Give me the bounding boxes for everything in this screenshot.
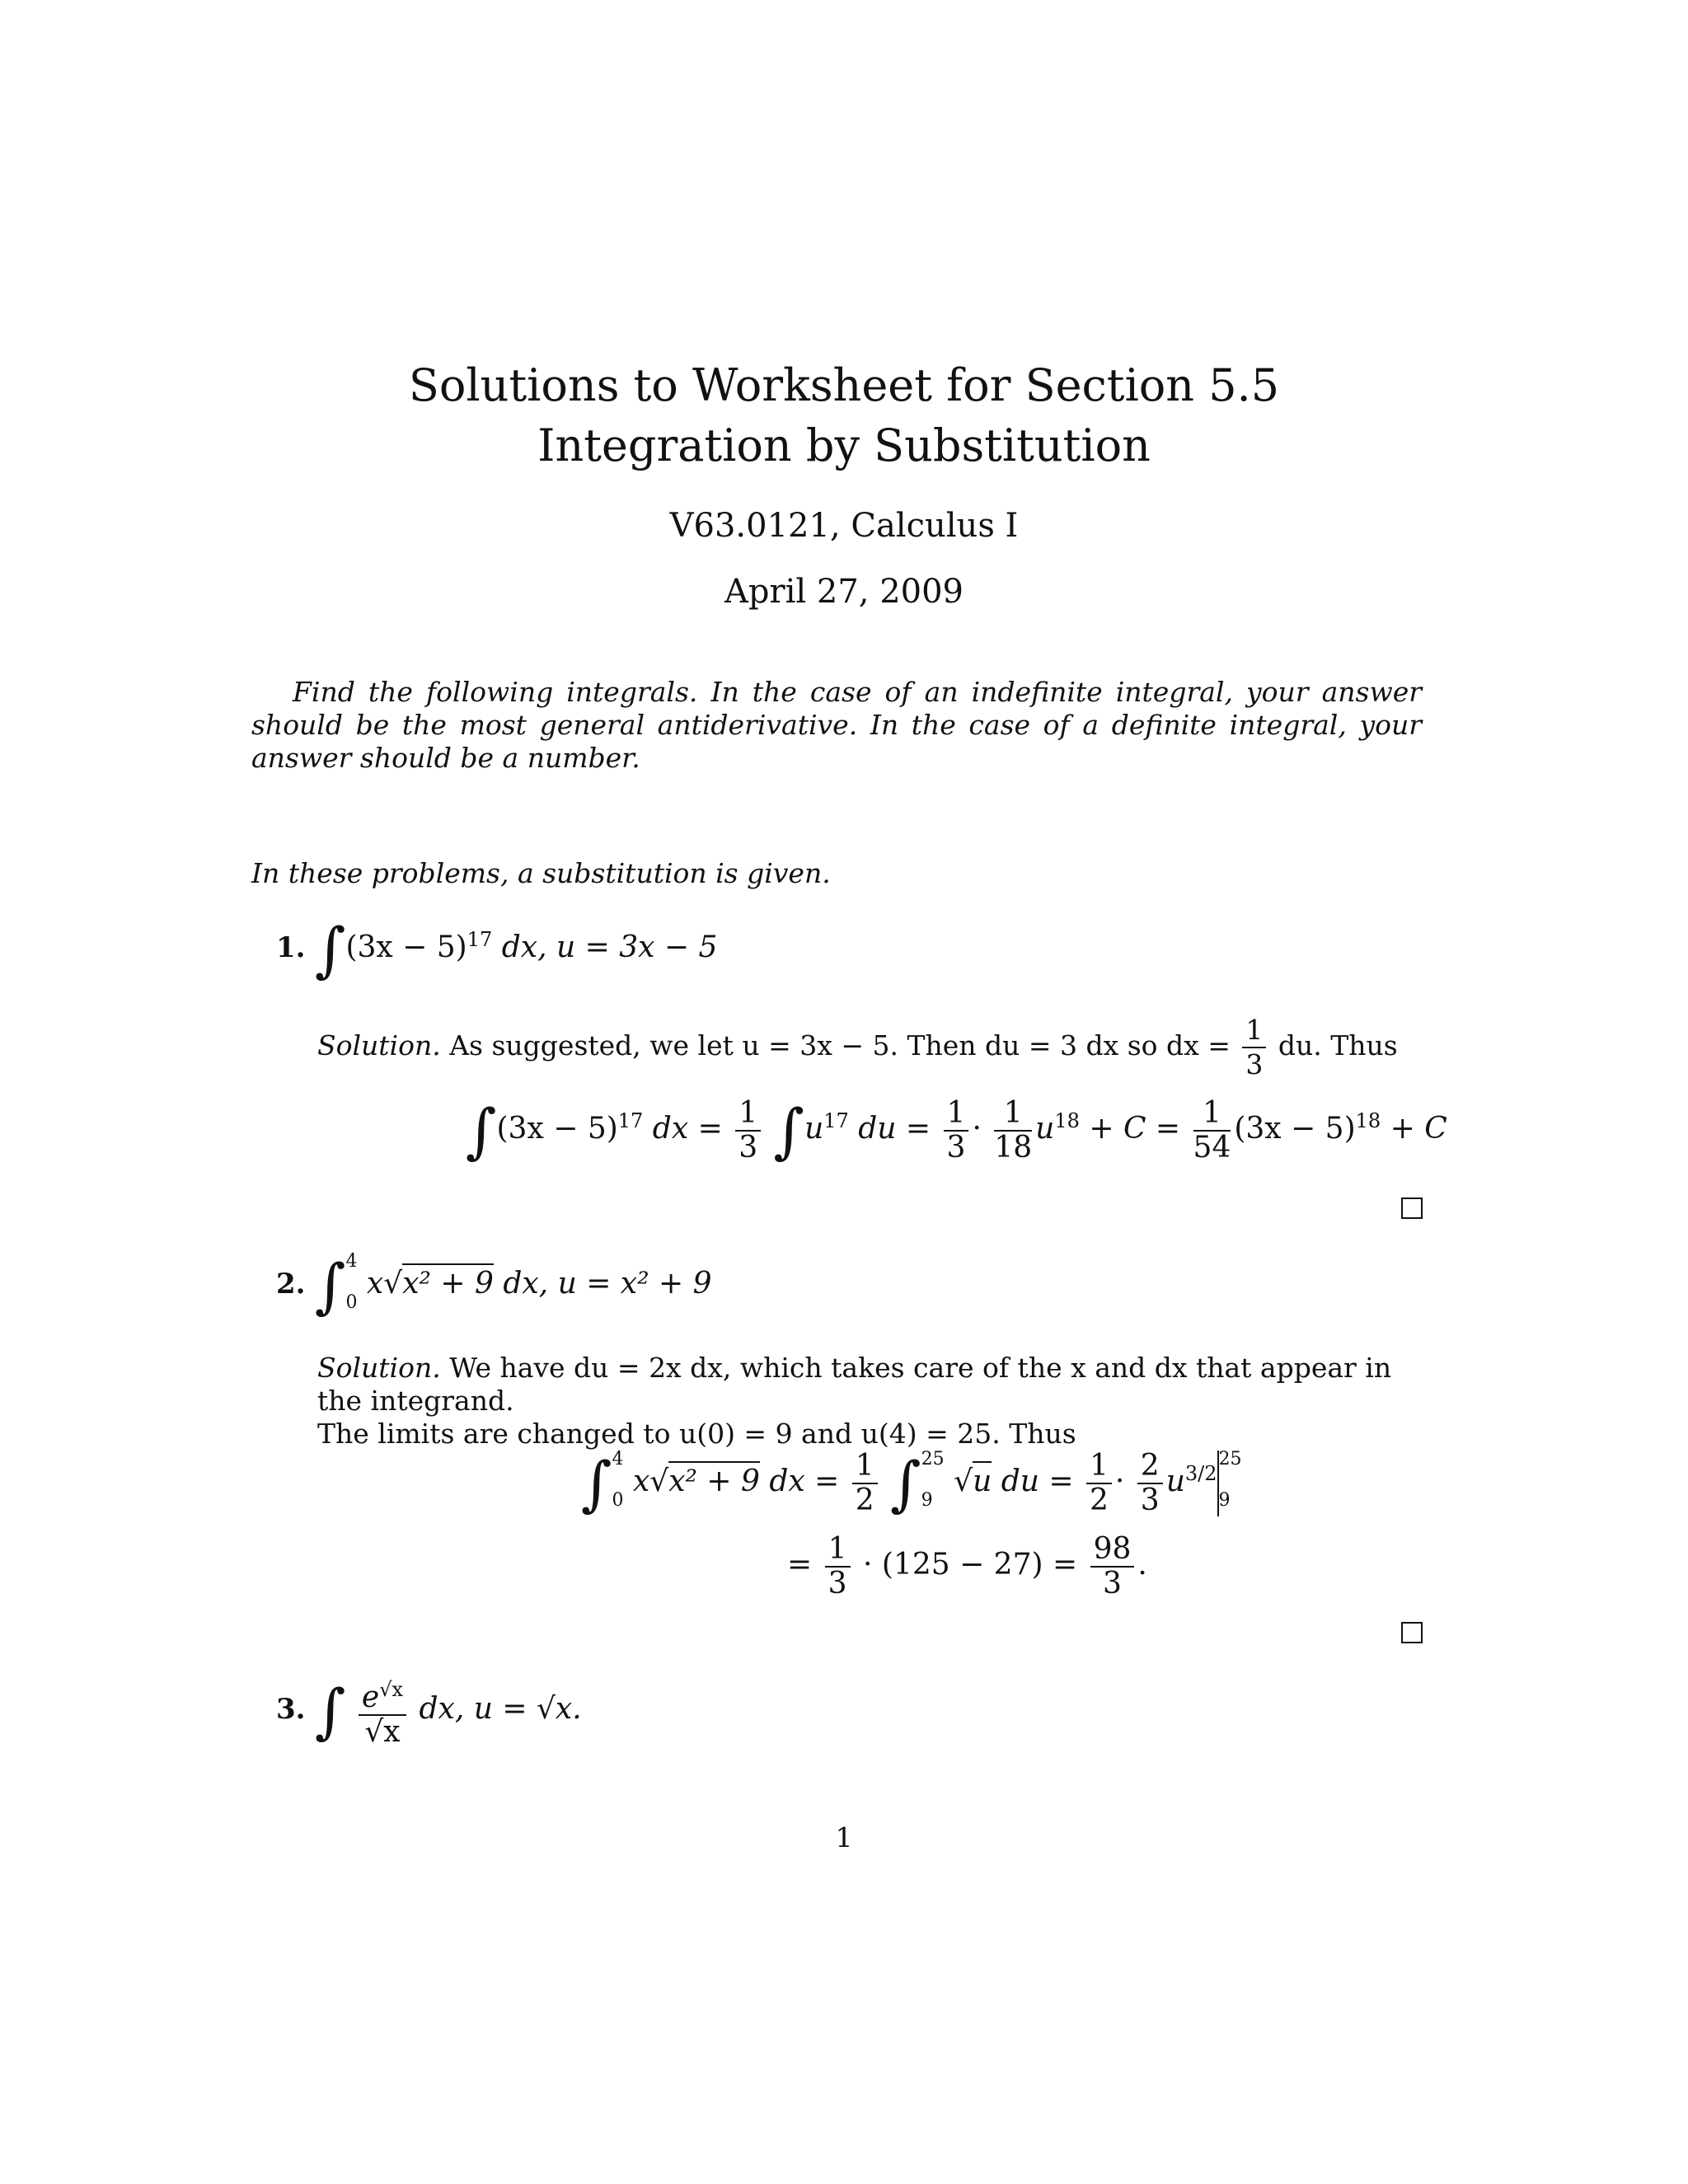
integral-sign-icon: ∫ [314,1676,346,1746]
solution-2-equation-line-2: = $\frac{1}{3}$ · (125 − 27) = $\frac{98}{3}$ . [787,1532,1147,1601]
problem-label: 3. [276,1693,306,1726]
problem-label: 1. [276,931,306,964]
problem-label: 2. [276,1268,306,1301]
integral-sign-icon: ∫ [314,915,346,984]
instructions: Find the following integrals. In the case of an indefinite integral, your answer should be the most general antiderivative. In the case of a definite integral, your answer should be a number. [251,676,1422,774]
qed-box-icon [1401,1622,1423,1643]
integral-sign-icon: ∫ [581,1449,612,1518]
integral-sign-icon: ∫ [890,1449,921,1518]
problem-3: 3. ∫ $\frac{e^{√x}}{√x}$ dx, u = √x. [276,1673,582,1749]
course-code: V63.0121, Calculus I [669,507,1019,545]
solution-1-intro: Solution. As suggested, we let u = 3x − 5. Then du = 3 dx so dx = $\frac{1}{3}$ du. Thus [317,1014,1398,1080]
problem-2: 2. ∫ 4 0 x√x² + 9 dx, u = x² + 9 [276,1251,712,1320]
integral-sign-icon: ∫ [466,1096,497,1165]
solution-1-equation: $\int(3x - 5)^{17}$ dx = $\frac{1}{3}$ $\int u^{17}$ du = $\frac{1}{3}$ · $\frac{1}{18}$ $u^{18} + C$ = $\frac{1}{54}$ $(3x - 5)^{18} + C$ [466,1096,1447,1165]
integral-sign-icon: ∫ [773,1096,805,1165]
section-intro: In these problems, a substitution is given. [251,857,831,889]
qed-box-icon [1401,1197,1423,1219]
date: April 27, 2009 [724,573,964,611]
page-number: 1 [835,1821,853,1854]
problem-1: 1. $\int(3x - 5)^{17}$ dx, u = 3x − 5 [276,915,718,984]
title-line-2: Integration by Substitution [537,419,1151,471]
integral-sign-icon: ∫ [314,1251,346,1320]
solution-2-equation-line-1: ∫ 4 0 x√x² + 9 dx = $\frac{1}{2}$ ∫ 25 9 √u du = $\frac{1}{2}$ · $\frac{2}{3}$ $u^{3/2}$ 25 9 [581,1449,1242,1518]
title-line-1: Solutions to Worksheet for Section 5.5 [408,359,1280,411]
solution-2-intro: Solution. We have du = 2x dx, which takes care of the x and dx that appear in the integrand. The limits are changed to u(0) = 9 and u(4) = 25. Thus [317,1352,1392,1450]
